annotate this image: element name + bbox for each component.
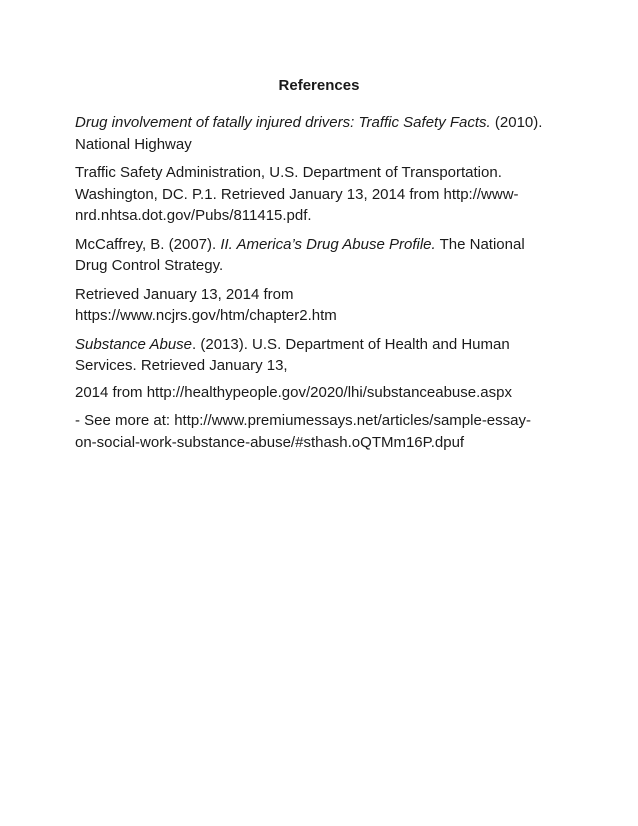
reference-3-title: II. America’s Drug Abuse Profile. — [220, 235, 436, 253]
reference-1-line-1 — [75, 112, 575, 134]
references-list — [75, 112, 575, 460]
reference-5-source: . (2013). U.S. Department of Health and Human — [192, 335, 510, 353]
reference-4-url: https://www.ncjrs.gov/htm/chapter2.htm — [75, 307, 337, 324]
reference-entry-5 — [75, 334, 575, 377]
reference-5-line-1 — [75, 334, 575, 356]
reference-entry-4 — [75, 284, 575, 327]
reference-2-line-2: Washington, DC. P.1. Retrieved January 13, 2014 from http://www- — [75, 185, 519, 203]
reference-6-url: 2014 from http://healthypeople.gov/2020/lhi/substanceabuse.aspx — [75, 383, 512, 401]
reference-entry-2 — [75, 162, 575, 227]
reference-entry-3 — [75, 234, 575, 277]
reference-5-line-2: Services. Retrieved January 13, — [75, 357, 288, 374]
reference-5-title: Substance Abuse — [75, 335, 193, 353]
reference-3-line-2: Drug Control Strategy. — [75, 257, 224, 274]
reference-entry-6 — [75, 382, 575, 404]
reference-entry-1 — [75, 112, 575, 155]
reference-7-line-1: - See more at: http://www.premiumessays.net/articles/sample-essay- — [75, 412, 531, 429]
reference-1-title: Drug involvement of fatally injured drivers: Traffic Safety Facts. — [75, 114, 491, 131]
reference-4-line-1: Retrieved January 13, 2014 from — [75, 285, 294, 303]
reference-3-author: McCaffrey, B. (2007). — [75, 235, 221, 253]
reference-1-year: (2010). — [490, 114, 543, 131]
reference-entry-7 — [75, 410, 575, 453]
reference-3-publisher: The National — [435, 235, 525, 253]
reference-7-line-2: on-social-work-substance-abuse/#sthash.oQTMm16P.dpuf — [75, 433, 465, 451]
reference-1-line-2: National Highway — [75, 135, 192, 153]
reference-2-line-1: Traffic Safety Administration, U.S. Department of Transportation. — [75, 164, 502, 181]
references-heading: References — [278, 77, 360, 94]
reference-3-line-1 — [75, 234, 575, 256]
reference-2-line-3: nrd.nhtsa.dot.gov/Pubs/811415.pdf. — [75, 207, 312, 224]
